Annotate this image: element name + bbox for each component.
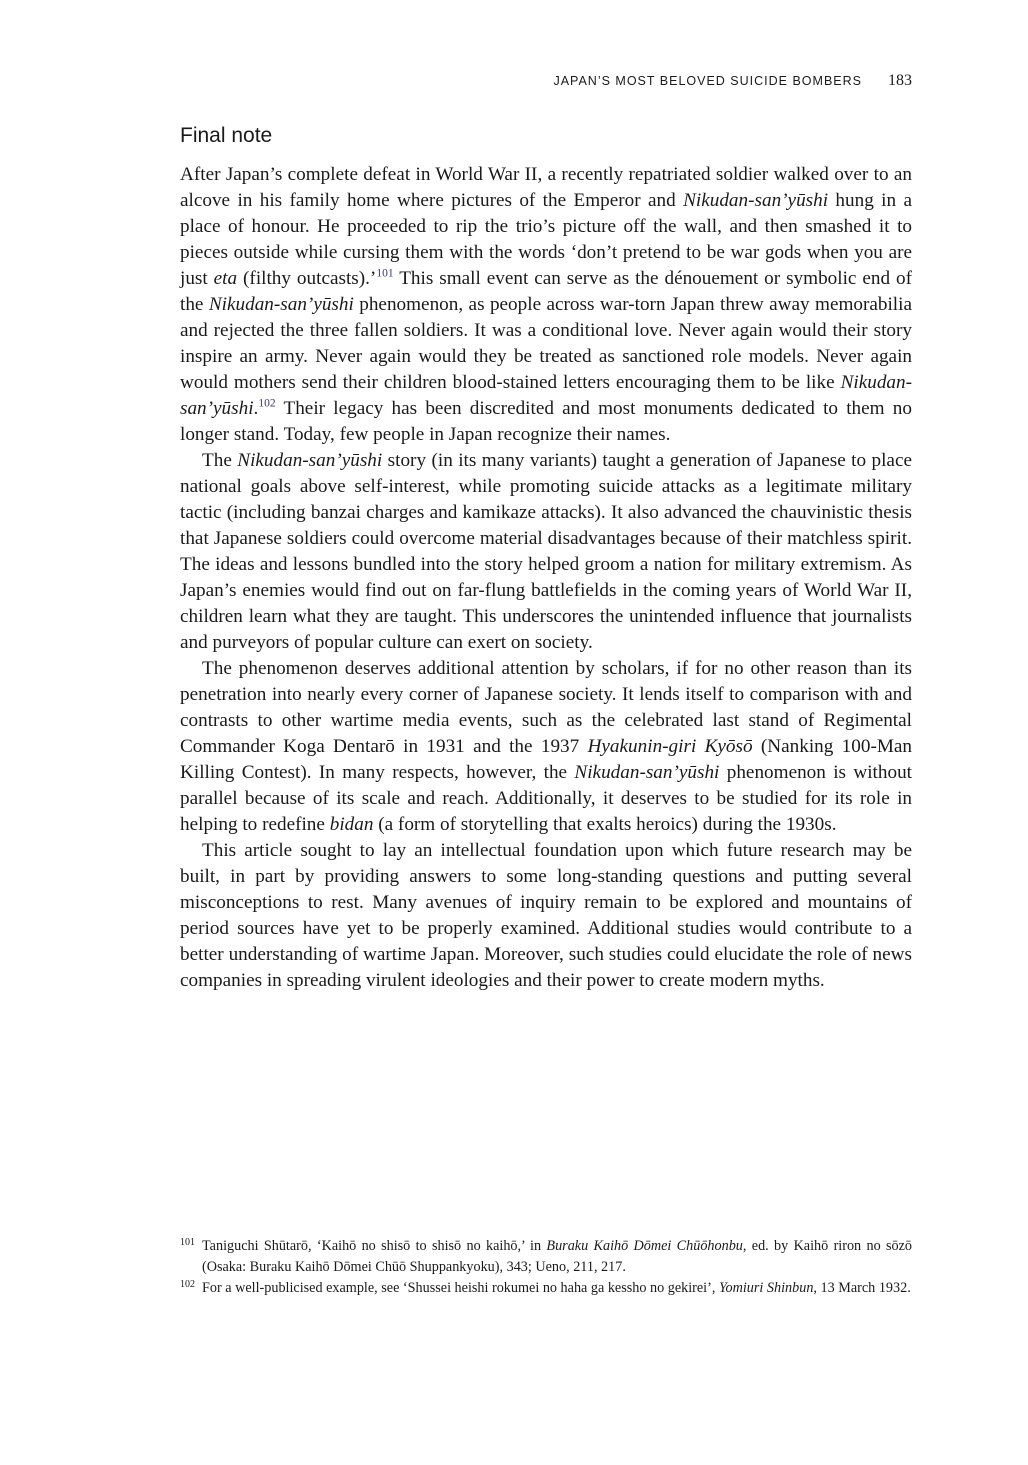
text: This small event can serve as the dénouement or symbolic end of the bbox=[180, 268, 912, 315]
paragraph-1 bbox=[180, 162, 912, 448]
footnote-ref-101[interactable]: 101 bbox=[376, 267, 394, 280]
text: . bbox=[253, 398, 259, 419]
footnotes bbox=[180, 1236, 912, 1299]
italic-term: Nikudan-san’yūshi bbox=[574, 762, 720, 783]
page-number: 183 bbox=[888, 72, 912, 89]
italic-term: bidan bbox=[329, 814, 374, 835]
text: Their legacy has been discredited and most monuments dedicated to them no longer stand. Today, few people in Japan recognize their names. bbox=[180, 398, 912, 445]
footnote-number: 102 bbox=[180, 1279, 195, 1290]
text: (a form of storytelling that exalts heroics) during the 1930s. bbox=[373, 814, 837, 835]
text: (filthy outcasts).’ bbox=[237, 268, 377, 289]
footnote-102 bbox=[180, 1278, 912, 1299]
italic-term: eta bbox=[213, 268, 238, 289]
text: story (in its many variants) taught a generation of Japanese to place national goals above self-interest, while promoting suicide attacks as a legitimate military tactic (including banzai charges and kamikaze attacks). It also advanced the chauvinistic thesis that Japanese soldiers could overcome material disadvantages because of their matchless spirit. The ideas and lessons bundled into the story helped groom a nation for military extremism. As Japan’s enemies would find out on far-flung battlefields in the coming years of World War II, children learn what they are taught. This underscores the unintended influence that journalists and purveyors of popular culture can exert on society. bbox=[180, 450, 912, 653]
paragraph-2 bbox=[180, 448, 912, 656]
running-head-title: JAPAN’S MOST BELOVED SUICIDE BOMBERS bbox=[553, 74, 862, 88]
text: phenomenon, as people across war-torn Japan threw away memorabilia and rejected the three fallen soldiers. It was a conditional love. Never again would their story inspire an army. Never again would they be treated as sanctioned role models. Never again would mothers send their children blood-stained letters encouraging them to be like bbox=[180, 294, 912, 393]
text: This article sought to lay an intellectual foundation upon which future research may be built, in part by providing answers to some long-standing questions and putting several misconceptions to rest. Many avenues of inquiry remain to be explored and mountains of period sources have yet to be properly examined. Additional studies would contribute to a better understanding of wartime Japan. Moreover, such studies could elucidate the role of news companies in spreading virulent ideologies and their power to create modern myths. bbox=[180, 840, 912, 991]
text: (Nanking 100-Man Killing Contest). In many respects, however, the bbox=[180, 736, 913, 783]
text: phenomenon is without parallel because of its scale and reach. Additionally, it deserves to be studied for its role in helping to redefine bbox=[180, 762, 913, 835]
text: hung in a place of honour. He proceeded to rip the trio’s picture off the wall, and then smashed it to pieces outside while cursing them with the words ‘don’t pretend to be war gods when you are just bbox=[180, 190, 913, 289]
text: For a well-publicised example, see ‘Shussei heishi rokumei no haha ga kessho no gekirei’, bbox=[202, 1280, 719, 1296]
running-head bbox=[553, 72, 912, 90]
italic-term: Nikudan-san’yūshi bbox=[208, 294, 354, 315]
footnote-number: 101 bbox=[180, 1237, 195, 1248]
section-heading: Final note bbox=[180, 124, 273, 147]
footnote-ref-102[interactable]: 102 bbox=[258, 397, 276, 410]
italic-term: Nikudan-san’yūshi bbox=[237, 450, 383, 471]
italic-term: Nikudan-san’yūshi bbox=[683, 190, 829, 211]
text: , ed. by Kaihō riron no sōzō (Osaka: Buraku Kaihō Dōmei Chūō Shuppankyoku), 343; Ueno, 211, 217. bbox=[202, 1238, 912, 1275]
text: Taniguchi Shūtarō, ‘Kaihō no shisō to shisō no kaihō,’ in bbox=[202, 1238, 547, 1254]
text: The bbox=[202, 450, 238, 471]
body-text bbox=[180, 162, 912, 994]
italic-term: Buraku Kaihō Dōmei Chūōhonbu bbox=[546, 1238, 743, 1254]
italic-term: Hyakunin-giri Kyōsō bbox=[587, 736, 753, 757]
italic-term: Yomiuri Shinbun bbox=[718, 1280, 814, 1296]
paragraph-3 bbox=[180, 656, 912, 838]
footnote-101 bbox=[180, 1236, 912, 1278]
text: , 13 March 1932. bbox=[813, 1280, 911, 1296]
text: After Japan’s complete defeat in World War II, a recently repatriated soldier walked over to an alcove in his family home where pictures of the Emperor and bbox=[180, 164, 912, 211]
italic-term: Nikudan-san’yūshi bbox=[180, 372, 912, 419]
paragraph-4 bbox=[180, 838, 912, 994]
text: The phenomenon deserves additional attention by scholars, if for no other reason than its penetration into nearly every corner of Japanese society. It lends itself to comparison with and contrasts to other wartime media events, such as the celebrated last stand of Regimental Commander Koga Dentarō in 1931 and the 1937 bbox=[180, 658, 912, 757]
